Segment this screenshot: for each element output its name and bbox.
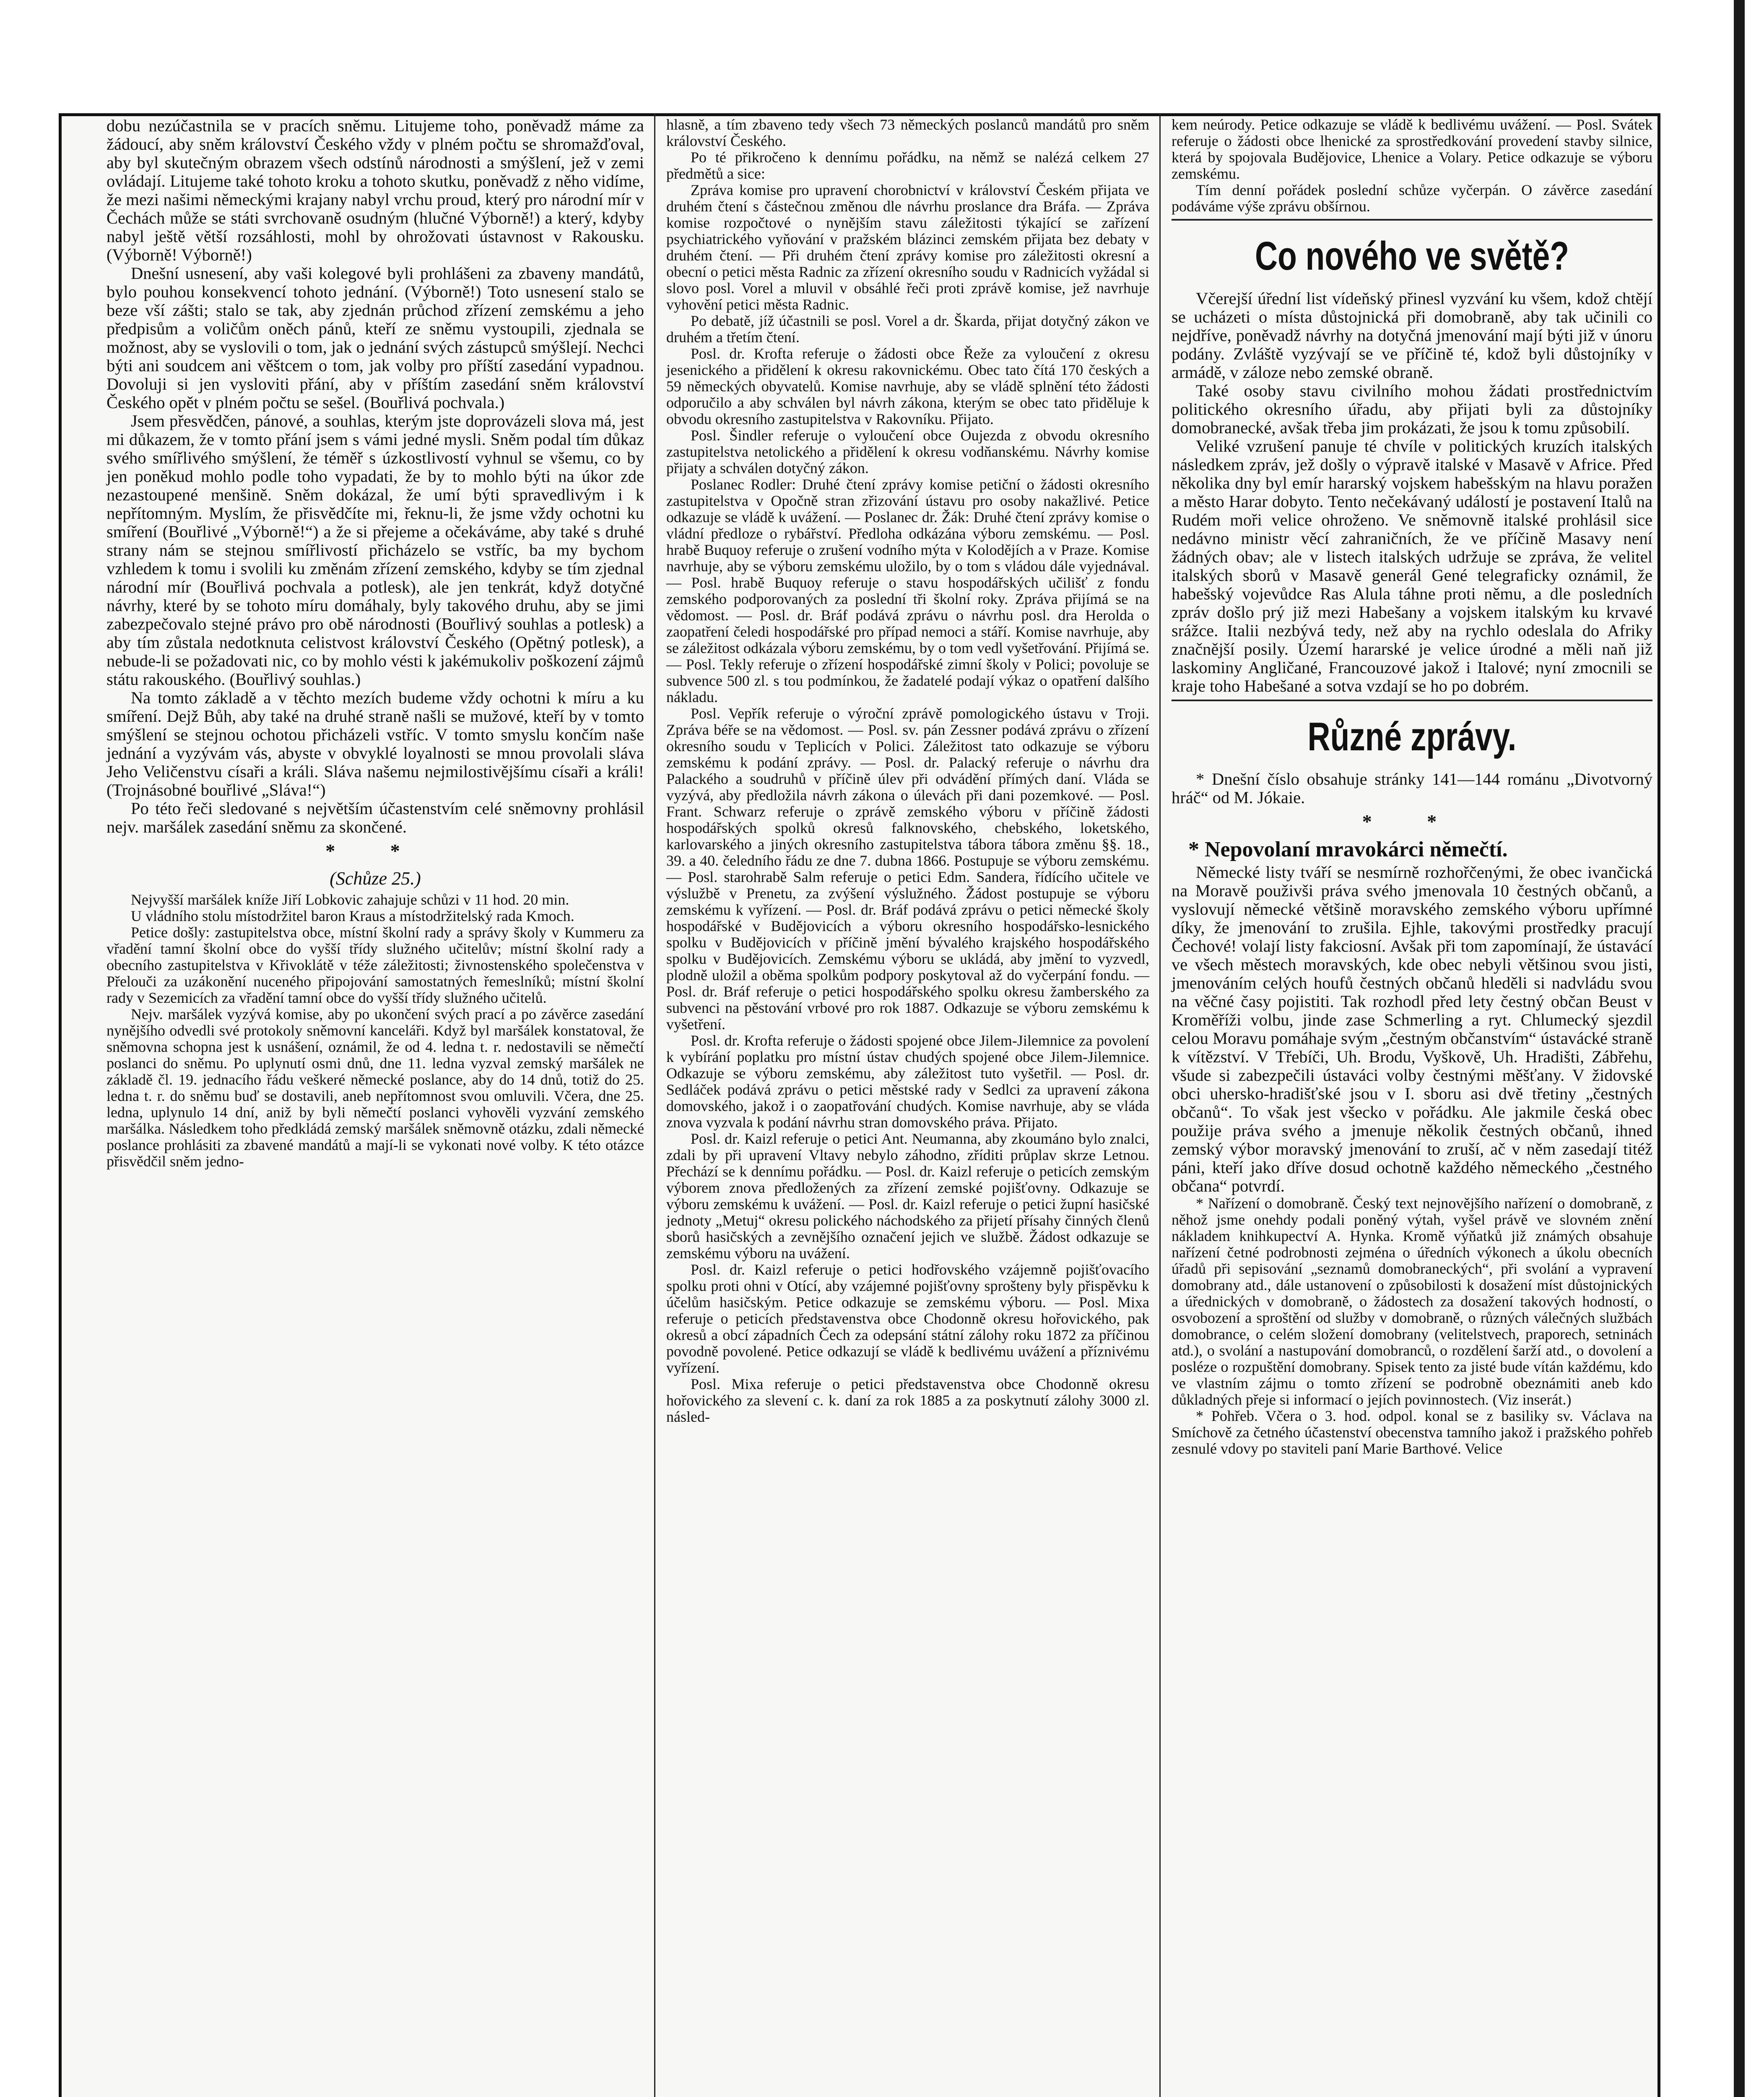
col3-paragraph-7: Německé listy tváří se nesmírně rozhořčenými, že obec ivančická na Moravě použivši práva svého jmenovala 10 čestných občanů, a vyslovují německé většině moravského zemského výboru upřímné díky, že jmenování to zrušila. Ejhle, takovými prostředky pracují Čechové! volají listy fakciosní. Avšak při tom zapomínají, že ústavácí ve všech městech moravských, kde obec nebyli většinou svou jisti, jmenováním celých houfů čestných občanů hleděli si nadvládu svou na věčné časy pojistiti. Tak rozhodl před lety čestný občan Beust v Kroměříži volbu, jinde zase Schmerling a ryt. Chlumecký sjezdil celou Moravu pomáhaje svým „čestným občanstvím“ ústavácké straně k vítězství. V Třebíči, Uh. Brodu, Vyškově, Uh. Hradišti, Zábřehu, všude si zabezpečili ústaváci volby čestnými měšťany. V židovské obci uhersko-hradišťské jsou v I. sboru asi dvě třetiny „čestných občanů“. To však jest všecko v pořádku. Ale jakmile česká obec použije práva svého a jmenuje několik čestných občanů, ihned zemský výbor moravský jmenování to zruší, ač v něm zasedají titéž páni, kteří jako dříve dosud ochotně každého německého „čestného občana“ potvrdí.: [1172, 863, 1652, 1195]
section-stars: * *: [325, 840, 425, 861]
col1-paragraph-2: Dnešní usnesení, aby vaši kolegové byli prohlášeni za zbaveny mandátů, bylo pouhou konsekvencí tohoto jednání. (Výborně!) Toto usnesení stalo se beze vší zášti; stalo se tak, aby zjednán průchod zřízení zemskému a jeho předpisům a voličům oněch pánů, kteří ze sněmu vystoupili, zjednala se možnost, aby se vyslovili o tom, jak o jednání svých zástupců smýšlejí. Nechci býti ani soudcem ani věštcem o tom, jak volby pro příští zasedání vypadnou. Dovoluji si jen vysloviti přání, aby v příštím zasedání sněm království Českého opět v plném počtu se sešel. (Bouřlivá pochvala.): [107, 264, 644, 412]
col2-paragraph-9: Posl. dr. Krofta referuje o žádosti spojené obce Jilem-Jilemnice za povolení k vybírání poplatku pro místní ústav chudých spojené obce Jilem-Jilemnice. Odkazuje se výboru zemskému, aby záležitost tuto vyšetřil. — Posl. dr. Sedláček podává zprávu o petici městské rady v Sedlci za upravení zákona domovského, jakož i o zaopatřování chudých. Komise navrhuje, aby se vláda znova vyzvala k podání návrhu stran domovského práva. Přijato.: [666, 1032, 1149, 1131]
col2-paragraph-1: hlasně, a tím zbaveno tedy všech 73 německých poslanců mandátů pro sněm království Českého.: [666, 117, 1149, 149]
col3-paragraph-3: Včerejší úřední list vídeňský přinesl vyzvání ku všem, kdož chtějí se ucházeti o místa důstojnická při domobraně, aby tak učinili co nejdříve, poněvadž návrhy na dotyčná jmenování mají býti již v únoru podány. Zvláště vyzývají se ve příčině té, kdož byli důstojníky v armádě, v záloze nebo zemské obraně.: [1172, 289, 1652, 382]
column-rule-2: [1159, 113, 1161, 2097]
col3-paragraph-2: Tím denní pořádek poslední schůze vyčerpán. O závěrce zasedání podáváme výše zprávu obšírnou.: [1172, 182, 1652, 215]
col2-paragraph-10: Posl. dr. Kaizl referuje o petici Ant. Neumanna, aby zkoumáno bylo znalci, zdali by při upravení Vltavy nebylo záhodno, zříditi průplav skrze Letnou. Přechází se k dennímu pořádku. — Posl. dr. Kaizl referuje o peticích zemským výborem znova předložených za zřízení zemské pojišťovny. Odkazuje se výboru zemskému k uvážení. — Posl. dr. Kaizl referuje o petici župní hasičské jednoty „Metuj“ okresu polického náchodského za přijetí přísahy činných členů sborů hasičských a zevnějšího označení jejich ve službě. Žádost odkazuje se zemskému výboru na uvážení.: [666, 1130, 1149, 1262]
col1-paragraph-8: Petice došly: zastupitelstva obce, místní školní rady a správy školy v Kummeru za vřadění tamní školní obce do vyšší třídy služného učitelův; místní školní rady a obecního zastupitelstva v Křivoklátě v téže záležitosti; živnostenského společenstva v Přelouči za uzákonění nuceného připojování samostatných řemeslníků; místní školní rady v Sezemicích za vřadění tamní obce do vyšší třídy služného učitelů.: [107, 924, 644, 1006]
subhead-mravokarci: * Nepovolaní mravokárci němečtí.: [1188, 838, 1508, 861]
col2-paragraph-2: Po té přikročeno k dennímu pořádku, na němž se nalézá celkem 27 předmětů a sice:: [666, 149, 1149, 182]
col3-paragraph-1: kem neúrody. Petice odkazuje se vládě k bedlivému uvážení. — Posl. Svátek referuje o žádosti obce lhenické za sprostředkování provedení stavby silnice, která by spojovala Budějovice, Lhenice a Volary. Petice odkazuje se výboru zemskému.: [1172, 117, 1652, 182]
section-rule: [1172, 219, 1652, 221]
col1-paragraph-9: Nejv. maršálek vyzývá komise, aby po ukončení svých prací a po závěrce zasedání nynějšího odvedli své protokoly sněmovní kanceláři. Když byl maršálek konstatoval, že sněmovna schopna jest k usnášení, oznámil, že od 4. ledna t. r. nedostavili se němečtí poslanci do sněmu. Po uplynutí osmi dnů, dne 11. ledna vyzval zemský maršálek ne základě čl. 19. jednacího řádu veškeré německé poslance, aby do 14 dnů, totiž do 25. ledna t. r. do sněmu buď se dostavili, aneb nepřítomnost svou omluvili. Včera, dne 25. ledna, uplynulo 14 dní, aniž by byli němečtí poslanci vyhověli vyzvání zemského maršálka. Následkem toho předkládá zemský maršálek sněmovně otázku, zdali německé poslance prohlásiti za zbavené mandátů a mají-li se vykonati nové volby. K této otázce přisvědčil sněm jedno-: [107, 1006, 644, 1170]
col2-paragraph-3: Zpráva komise pro upravení chorobnictví v království Českém přijata ve druhém čtení s částečnou změnou dle návrhu proslance dra Bráfa. — Zpráva komise rozpočtové o nynějším stavu záležitosti týkající se zařízení psychiatrického vyňování v pražském blázinci zemském přijata bez debaty v druhém čtení. — Při druhém čtení zprávy komise pro záležitosti okresní a obecní o petici města Radnic za zřízení okresního soudu v Radnicích vyžádal si slovo posl. Vorel a mluvil v obsáhlé řeči proti zprávě komise, jež navrhuje vyhovění petici města Radnic.: [666, 182, 1149, 313]
col3-paragraph-8: * Nařízení o domobraně. Český text nejnovějšího nařízení o domobraně, z něhož jsme onehdy podali poněný výtah, vyšel právě ve slovném znění nákladem knihkupectví A. Hynka. Kromě výňatků již známých obsahuje nařízení četné podrobnosti zejména o úředních výkonech a úkolu obecních úřadů při sepisování „seznamů domobraneckých“, při svolání a vypravení domobrany atd., dále ustanovení o způsobilosti k dosažení míst důstojnických a úřednických v domobraně, o žádostech za dosažení takových hodností, o osvobození a sproštění od služby v domobraně, o různých válečných službách domobrance, o celém složení domobrany (velitelstvech, praporech, setninách atd.), o svolání a nastupování domobranců, o rozdělení šarží atd., o dovolení a posléze o rozpuštění domobrany. Spisek tento za jisté bude vítán každému, kdo ve vlastním zájmu o tomto zřízení se podrobně obeznámiti aneb kdo důkladných přeje si informací o jejích povinnostech. (Viz inserát.): [1172, 1195, 1652, 1408]
heading-co-noveho: Co nového ve světě?: [1255, 234, 1569, 278]
col2-paragraph-12: Posl. Mixa referuje o petici představenstva obce Chodonně okresu hořovického za slevení c. k. daní za rok 1885 a za poskytnutí zálohy 3000 zl. násled-: [666, 1376, 1149, 1425]
col3-paragraph-5: Veliké vzrušení panuje té chvíle v politických kruzích italských následkem zpráv, jež došly o výpravě italské v Masavě v Africe. Před několika dny byl emír hararský vojskem habešským na hlavu poražen a město Harar dobyto. Tento nečekávaný událostí je postavení Italů na Rudém moři velice ohroženo. Ve sněmovně italské prohlásil sice nedávno ministr věcí zahraničních, že ve příčině Masavy není žádných obav; ale v listech italských udržuje se zpráva, že velitel italských sborů v Masavě generál Gené telegraficky oznámil, že habešský vojevůdce Ras Alula táhne proti němu, a dle posledních zpráv došlo prý již mezi Habešany a vojskem italským ku krvavé srážce. Italii nezbývá tedy, než aby na rychlo odeslala do Afriky značnější posily. Území hararské je velice úrodné a měli naň již laskominy Angličané, Francouzové jakož i Italové; nyní zmocnili se kraje toho Habešané a sotva vzdají se ho po dobrém.: [1172, 437, 1652, 695]
col2-paragraph-6: Posl. Šindler referuje o vyloučení obce Oujezda z obvodu okresního zastupitelstva netolického a přidělení k okresu vodňanskému. Návrhy komise přijaty a schválen dotyčný zákon.: [666, 427, 1149, 476]
column-2: [660, 117, 1155, 2097]
col1-paragraph-1: dobu nezúčastnila se v pracích sněmu. Litujeme toho, poněvadž máme za žádoucí, aby sněm království Českého vždy v plném počtu se shromažďoval, aby byl skutečným obrazem všech odstínů národnosti a smýšlení, jež v zemi ovládají. Litujeme také tohoto kroku a tohoto skutku, poněvadž z něho vidíme, že mezi našimi německými krajany nabyl vrchu proud, který pro národní mír v Čechách může se státi svrchovaně osudným (hlučné Výborně!) a který, kdyby nabyl ještě větší rozsáhlosti, mohl by ohrožovati ústavnost v Rakousku. (Výborně! Výborně!): [107, 117, 644, 264]
column-3: [1166, 117, 1658, 2097]
col2-paragraph-11: Posl. dr. Kaizl referuje o petici hodřovského vzájemně pojišťovacího spolku proti ohni v Otící, aby vzájemné pojišťovny sprošteny byly přispěvku k účelům hasičským. Petice odkazuje se zemskému výboru. — Posl. Mixa referuje o peticích představenstva obce Chodonně okresu hořovického, pak okresů a obcí západních Čech za odepsání státní zálohy roku 1872 za příčinou povodně povolené. Petice odkazují se vládě k bedlivému uvážení a příznivému vyřízení.: [666, 1261, 1149, 1376]
col1-paragraph-4: Na tomto základě a v těchto mezích budeme vždy ochotni k míru a ku smíření. Dejž Bůh, aby také na druhé straně našli se mužové, kteří by v tomto smýšlení se stejnou ochotou přicházeli vstříc. V tomto smyslu končím naše jednání a vyzývám vás, abyste v obvyklé loyalnosti se mnou provolali sláva Jeho Veličenstvu císaři a králi. Sláva našemu nejmilostivějšímu císaři a králi! (Trojnásobné bouřlivé „Sláva!“): [107, 688, 644, 799]
col2-paragraph-7: Poslanec Rodler: Druhé čtení zprávy komise petiční o žádosti okresního zastupitelstva v Opočně stran zřizování ústavu pro osoby nakažlivé. Petice odkazuje se vládě k uvážení. — Poslanec dr. Žák: Druhé čtení zprávy komise o vládní předloze o rybářství. Předloha odkázána výboru zemskému. — Posl. hrabě Buquoy referuje o zrušení vodního mýta v Kolodějích a v Praze. Komise navrhuje, aby se výboru zemskému uložilo, by o tom s vládou dále vyjednával. — Posl. hrabě Buquoy referuje o stavu hospodářských učilišť z fondu zemského podporovaných za poslední tři školní roky. Zpráva přijímá se na vědomost. — Posl. dr. Bráf podává zprávu o návrhu posl. dra Herolda o zaopatření čeledi hospodářské pro případ nemoci a stáří. Komise navrhuje, aby se záležitost odkázala výboru zemskému, by o tom vedl vyšetřování. Přijímá se. — Posl. Tekly referuje o zřízení hospodářské zimní školy v Polici; povoluje se subvence 500 zl. s tou podmínkou, že žadatelé podají výkaz o opatření dalšího nákladu.: [666, 476, 1149, 705]
section-rule-2: [1172, 700, 1652, 701]
col1-paragraph-5: Po této řeči sledované s největším účastenstvím celé sněmovny prohlásil nejv. maršálek zasedání sněmu za skončené.: [107, 799, 644, 836]
col1-paragraph-7: U vládního stolu místodržitel baron Kraus a místodržitelský rada Kmoch.: [131, 908, 574, 924]
col2-paragraph-5: Posl. dr. Krofta referuje o žádosti obce Řeže za vyloučení z okresu jesenického a přidělení k okresu rakovnickému. Obec tato čítá 170 českých a 59 německých obyvatelů. Komise navrhuje, aby se vládě splnění této žádosti odporučilo a aby schválen byl návrh zákona, kterým se obec tato přiděluje k obvodu okresního zastupitelstva v Rakovníku. Přijato.: [666, 345, 1149, 427]
col3-paragraph-6: * Dnešní číslo obsahuje stránky 141—144 románu „Divotvorný hráč“ od M. Jókaie.: [1172, 770, 1652, 807]
section-stars-2: * *: [1362, 811, 1462, 832]
col1-paragraph-3: Jsem přesvědčen, pánové, a souhlas, kterým jste doprovázeli slova má, jest mi důkazem, že v tomto přání jsem s vámi jedné mysli. Sněm podal tím důkaz svého smířlivého smýšlení, že téměř s úzkostlivostí vyhnul se všemu, co by jen poněkud mohlo podle toho vypadati, že by to mohlo býti na úkor zde nezastoupené menšině. Sněm dokázal, že umí býti spravedlivým i k nepřítomným. Myslím, že přisvědčíte mi, řeknu-li, že jsme vždy ochotni ku smíření (Bouřlivé „Výborně!“) a že si přejeme a očekáváme, aby také s druhé strany nám se stejnou smířlivostí přicházelo se vstříc, ba my bychom vzhledem k tomu i svolili ku změnám zřízení zemského, kdyby se tím zjednal národní mír (Bouřlivá pochvala a potlesk), ale jen tenkrát, když dotyčné návrhy, které by se tohoto míru domáhaly, byly takového druhu, aby se jimi zabezpečovalo stejné právo pro obě národnosti (Bouřlivý souhlas a potlesk) a aby tím zůstala nedotknuta celistvost království Českého (Opětný potlesk), a nebude-li se požadovati nic, co by mohlo vésti k jakémukoliv poškození zájmů státu rakouského. (Bouřlivý souhlas.): [107, 411, 644, 689]
session-title: (Schůze 25.): [330, 868, 421, 889]
scan-edge-right: [1734, 0, 1745, 2097]
heading-ruzne-zpravy: Různé zprávy.: [1307, 714, 1517, 759]
col1-paragraph-6: Nejvyšší maršálek kníže Jiří Lobkovic zahajuje schůzi v 11 hod. 20 min.: [131, 891, 569, 908]
column-1: [101, 117, 650, 2097]
col3-paragraph-4: Také osoby stavu civilního mohou žádati prostřednictvím politického okresního úřadu, aby přijati byli za důstojníky domobranecké, avšak třeba jim prokázati, že jsou k tomu způsobilí.: [1172, 381, 1652, 437]
column-rule-1: [654, 113, 655, 2097]
col2-paragraph-8: Posl. Vepřík referuje o výroční zprávě pomologického ústavu v Troji. Zpráva béře se na vědomost. — Posl. sv. pán Zessner podává zprávu o zřízení okresního soudu v Teplicích v Polici. Záležitost tato odkazuje se výboru zemskému k podání zprávy. — Posl. dr. Palacký referuje o návrhu dra Palackého a soudruhů v příčině úlev při odvádění přímých daní. Vláda se vyzývá, aby předložila návrh zákona o úlevách při dani pozemkové. — Posl. Frant. Schwarz referuje o zprávě zemského výboru v příčině žádosti hospodářských spolků okresů falknovského, chebského, loketského, karlovarského a jiných okresního zastupitelstva tábora tábora změnu §§. 18., 39. a 40. čeledního řádu ze dne 7. dubna 1866. Postupuje se výboru zemskému. — Posl. starohrabě Salm referuje o petici Edm. Sandera, řídícího učitele ve výslužbě v Prenetu, za zvýšení výslužného. Žádost postupuje se výboru zemskému k vyřízení. — Posl. dr. Bráf podává zprávu o petici německé školy hospodářské v Budějovicích a výboru okresního hospodářsko-lesnického spolku v Budějovicích v příčině jmění bývalého krajského hospodářského spolku v Budějovicích. Zemskému výboru se ukládá, aby jmění to vyzvedl, plodně uložil a oběma spolkům podpory poskytoval až do vyčerpání fondu. — Posl. dr. Bráf referuje o petici hospodářského spolku okresu žamberského za subvenci na pěstování vrbové pro rok 1887. Odkazuje se výboru zemskému k vyšetření.: [666, 705, 1149, 1033]
col2-paragraph-4: Po debatě, jíž účastnili se posl. Vorel a dr. Škarda, přijat dotyčný zákon ve druhém a třetím čtení.: [666, 312, 1149, 346]
col3-paragraph-9: * Pohřeb. Včera o 3. hod. odpol. konal se z basiliky sv. Václava na Smíchově za četného účastenství obecenstva tamního jakož i pražského pohřeb zesnulé vdovy po staviteli paní Marie Barthové. Velice: [1172, 1408, 1652, 1457]
